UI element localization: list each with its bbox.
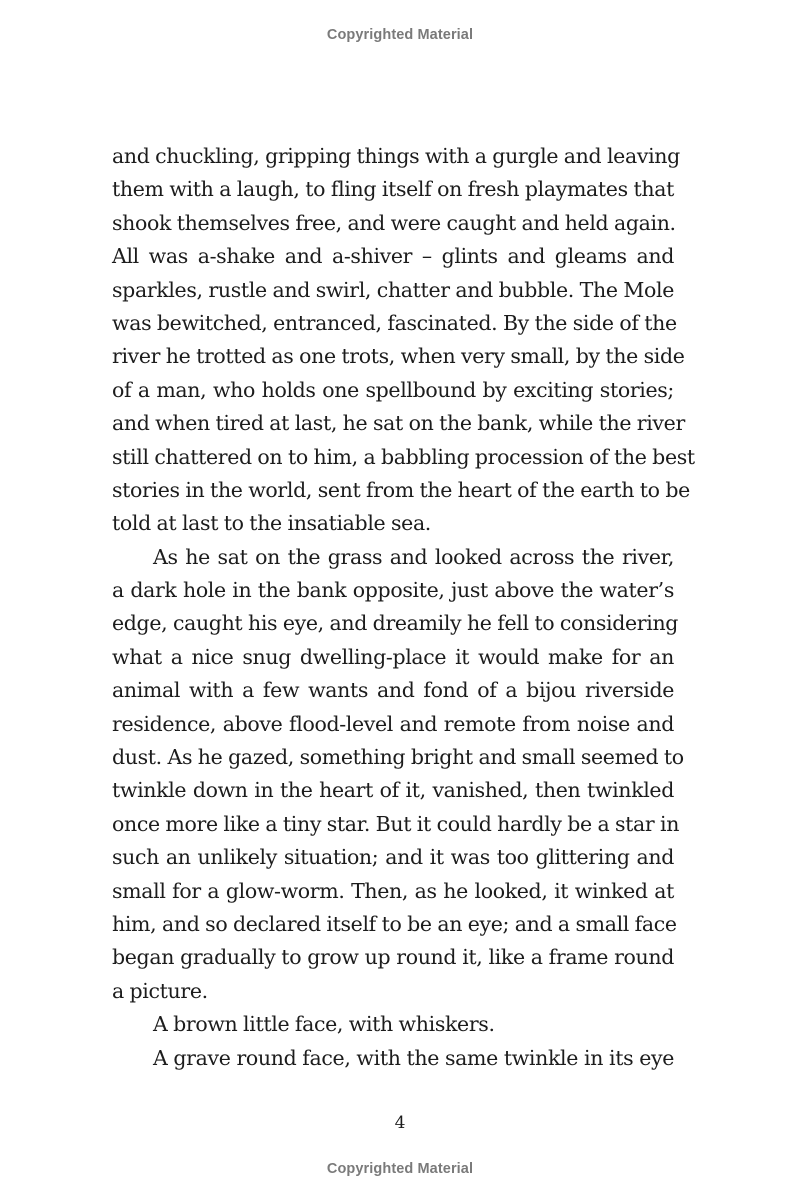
text-line: A grave round face, with the same twinkle in its eye: [153, 1045, 674, 1070]
text-line: animal with a few wants and fond of a bijou riverside: [112, 678, 674, 703]
text-line: was bewitched, entranced, fascinated. By the side of the: [112, 310, 677, 335]
text-line: and chuckling, gripping things with a gurgle and leaving: [112, 144, 680, 168]
text-line: river he trotted as one trots, when very small, by the side: [112, 344, 685, 369]
page-number: 4: [394, 1113, 406, 1133]
text-line: residence, above flood-level and remote from noise and: [112, 711, 674, 736]
copyright-notice-top: Copyrighted Material: [326, 27, 474, 43]
text-line: sparkles, rustle and swirl, chatter and bubble. The Mole: [112, 277, 674, 302]
text-line: edge, caught his eye, and dreamily he fell to considering: [112, 611, 679, 636]
text-line: and when tired at last, he sat on the bank, while the river: [112, 411, 685, 436]
text-line: A brown little face, with whiskers.: [153, 1012, 495, 1037]
paragraph-3: [112, 1008, 674, 1041]
text-line: As he sat on the grass and looked across the river,: [153, 544, 674, 569]
text-line: of a man, who holds one spellbound by exciting stories;: [112, 377, 674, 402]
text-line: All was a-shake and a-shiver – glints and gleams and: [112, 244, 674, 269]
text-line: small for a glow-worm. Then, as he looked, it winked at: [112, 878, 674, 903]
text-line: twinkle down in the heart of it, vanished, then twinkled: [112, 778, 674, 803]
text-line: shook themselves free, and were caught and held again.: [112, 210, 676, 235]
paragraph-1: [112, 140, 695, 541]
paragraph-2: [112, 541, 684, 1008]
text-line: told at last to the insatiable sea.: [112, 511, 431, 536]
text-line: him, and so declared itself to be an eye; and a small face: [112, 911, 677, 936]
text-line: stories in the world, sent from the heart of the earth to be: [112, 477, 690, 502]
text-line: a dark hole in the bank opposite, just above the water’s: [112, 578, 674, 603]
text-line: such an unlikely situation; and it was too glittering and: [112, 845, 674, 870]
text-line: still chattered on to him, a babbling procession of the best: [112, 444, 695, 469]
text-line: a picture.: [112, 978, 208, 1003]
text-line: what a nice snug dwelling-place it would make for an: [112, 644, 674, 669]
text-line: began gradually to grow up round it, like a frame round: [112, 945, 674, 970]
page-body: [112, 140, 695, 1075]
paragraph-4: [112, 1042, 674, 1075]
text-line: them with a laugh, to fling itself on fresh playmates that: [112, 177, 674, 202]
text-line: once more like a tiny star. But it could hardly be a star in: [112, 811, 680, 836]
text-line: dust. As he gazed, something bright and small seemed to: [112, 745, 684, 770]
copyright-notice-bottom: Copyrighted Material: [326, 1161, 474, 1177]
